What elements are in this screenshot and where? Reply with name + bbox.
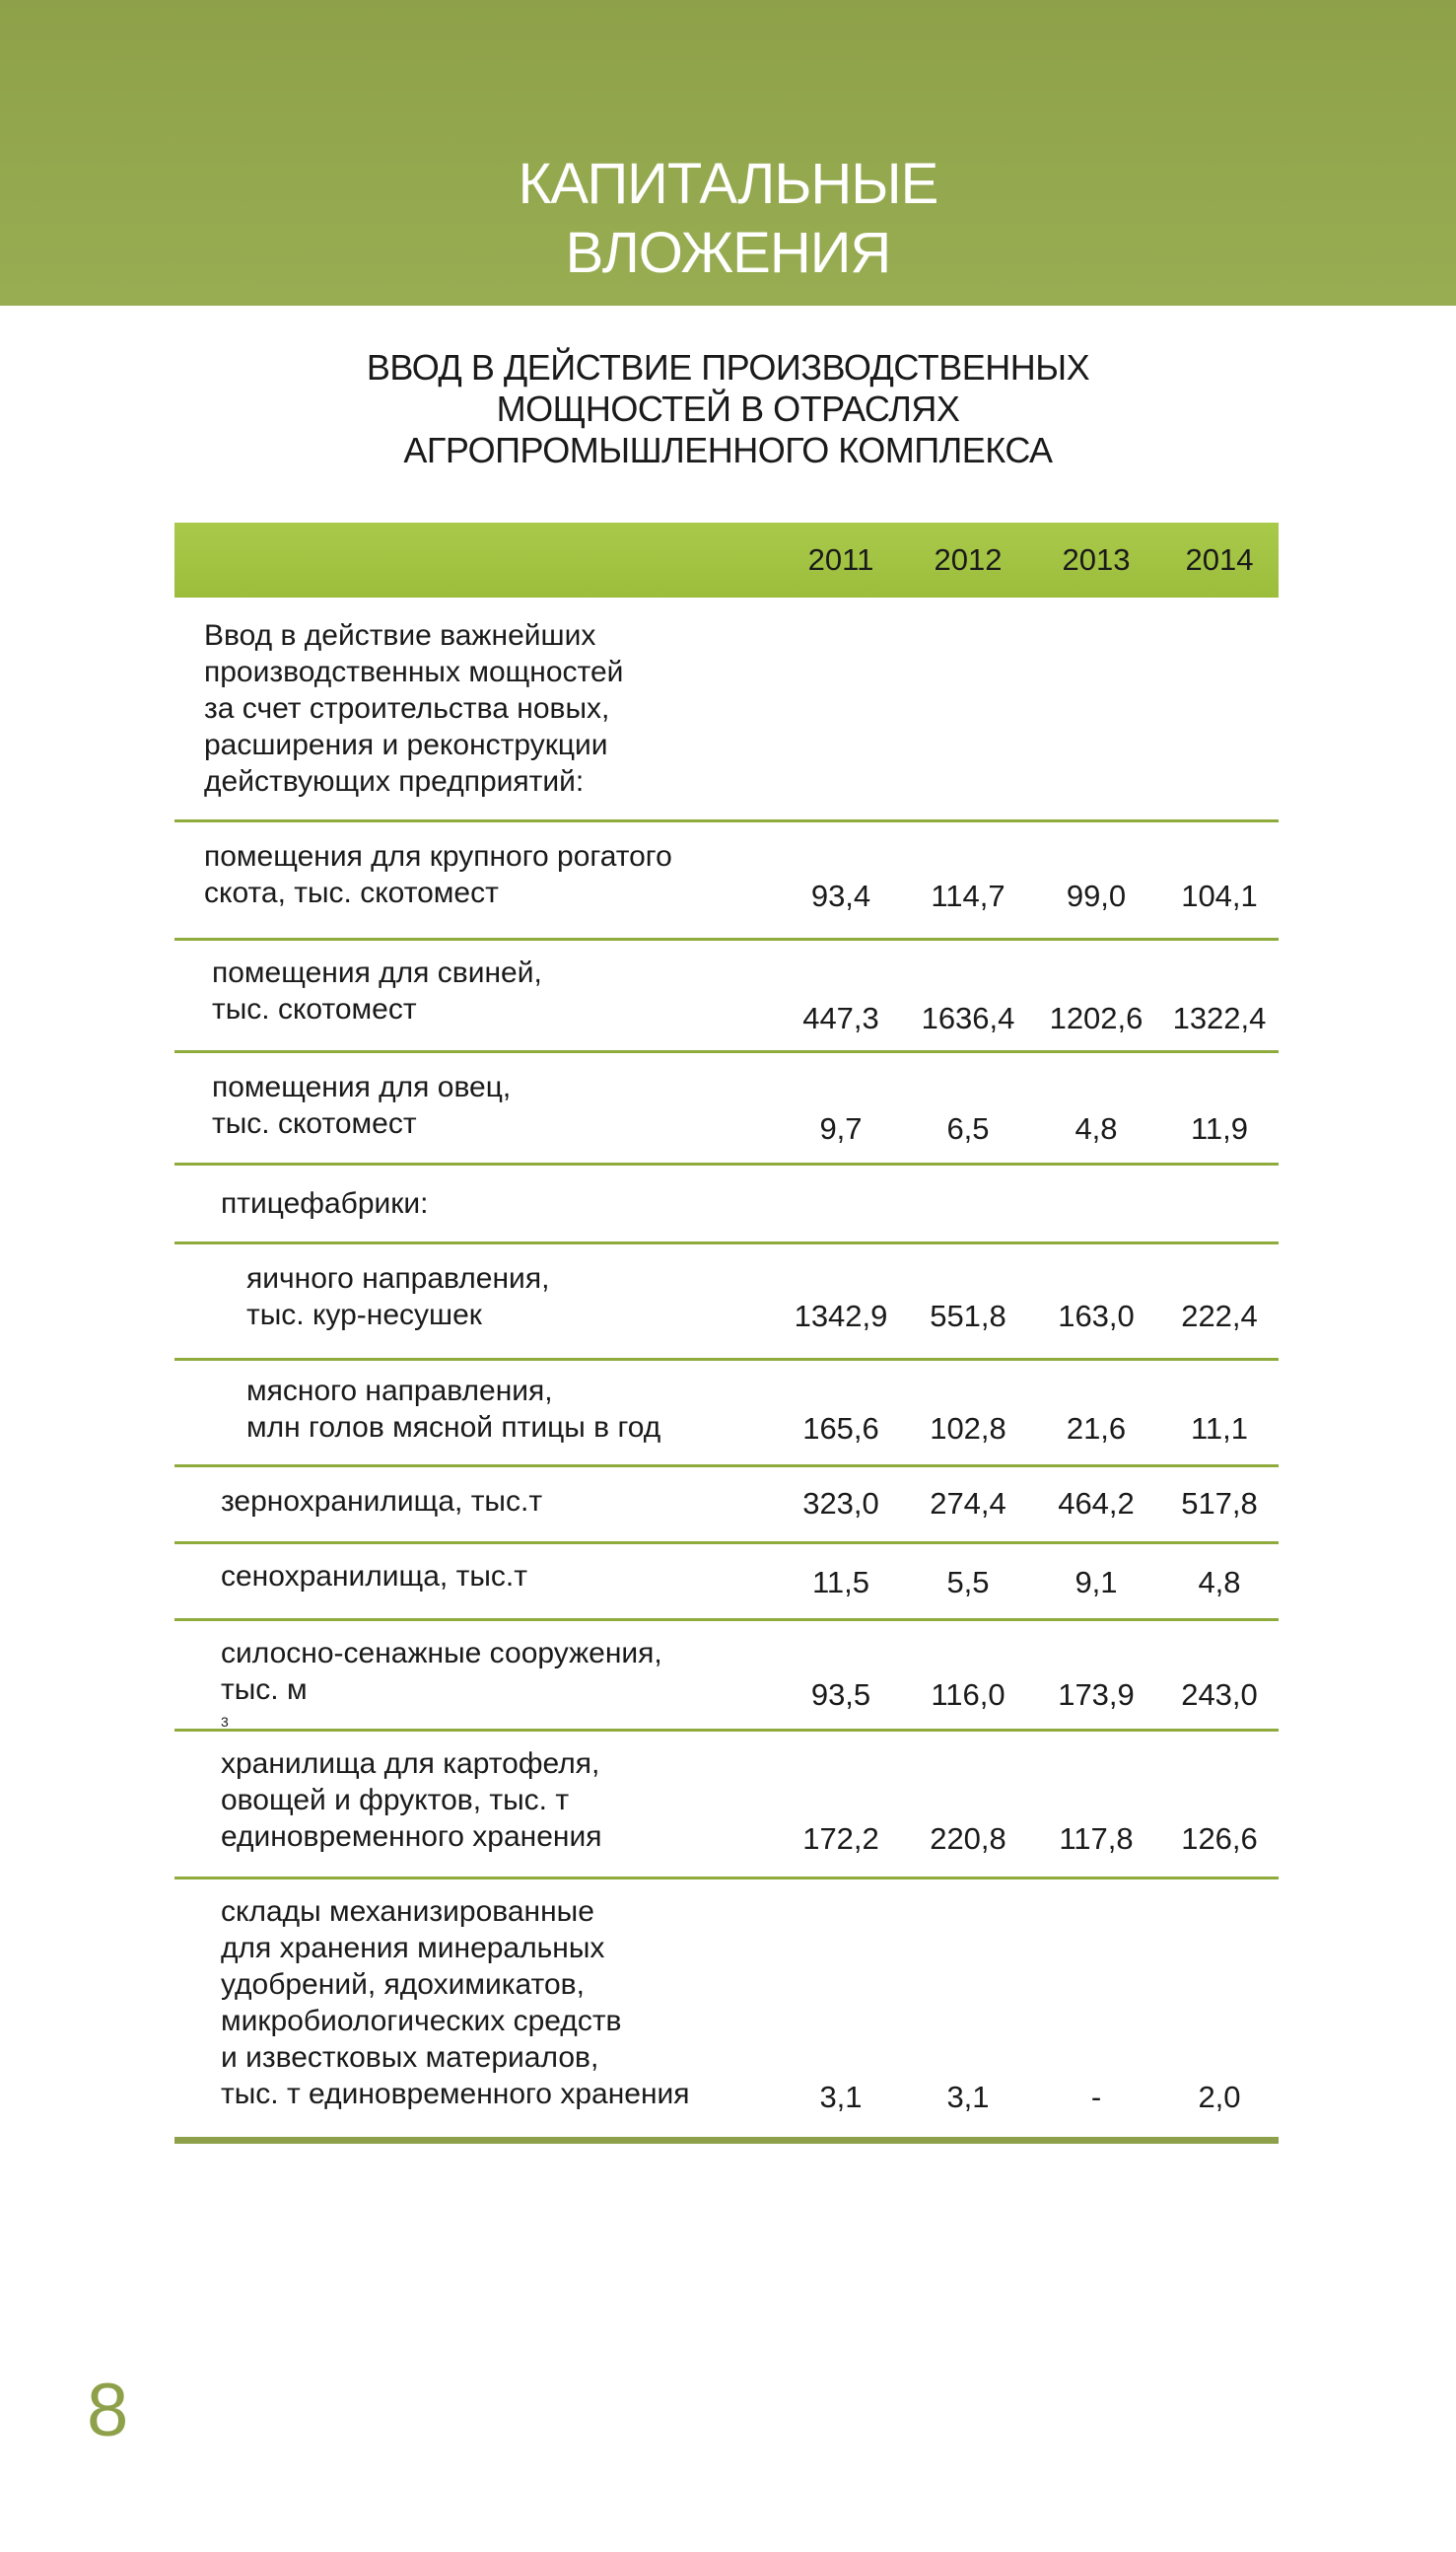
row-label: помещения для крупного рогатого скота, тыс. скотомест bbox=[204, 840, 672, 909]
cell-value: - bbox=[1090, 2080, 1102, 2114]
cell-value: 6,5 bbox=[946, 1111, 990, 1146]
table-row bbox=[174, 941, 1279, 1053]
row-label: мясного направления, млн голов мясной птицы в год bbox=[246, 1375, 661, 1444]
cell-value: 464,2 bbox=[1058, 1486, 1135, 1521]
cell-value: 11,5 bbox=[811, 1565, 870, 1599]
table-row bbox=[174, 822, 1279, 941]
year-header: 2014 bbox=[1185, 542, 1254, 577]
page-title: КАПИТАЛЬНЫЕ ВЛОЖЕНИЯ bbox=[518, 152, 938, 285]
cell-value: 551,8 bbox=[930, 1299, 1006, 1333]
cell-value: 99,0 bbox=[1066, 879, 1127, 913]
cell-value: 1636,4 bbox=[921, 1001, 1015, 1035]
table-row-intro bbox=[174, 598, 1279, 822]
table-row bbox=[174, 1732, 1279, 1879]
row-label: хранилища для картофеля, овощей и фруктов, тыс. т единовременного хранения bbox=[221, 1747, 602, 1853]
cell-value: 102,8 bbox=[930, 1411, 1006, 1446]
table-row bbox=[174, 1467, 1279, 1544]
page-number: 8 bbox=[87, 2369, 129, 2452]
cell-value: 163,0 bbox=[1058, 1299, 1135, 1333]
cell-value: 93,4 bbox=[810, 879, 871, 913]
cell-value: 117,8 bbox=[1059, 1821, 1134, 1856]
cell-value: 114,7 bbox=[931, 879, 1005, 913]
cell-value: 517,8 bbox=[1181, 1486, 1258, 1521]
row-label: помещения для овец, тыс. скотомест bbox=[212, 1071, 512, 1140]
table-title: ВВОД В ДЕЙСТВИЕ ПРОИЗВОДСТВЕННЫХ МОЩНОСТЕЙ В ОТРАСЛЯХ АГРОПРОМЫШЛЕННОГО КОМПЛЕКСА bbox=[366, 347, 1090, 470]
cell-value: 447,3 bbox=[802, 1001, 879, 1035]
cell-value: 173,9 bbox=[1058, 1677, 1135, 1712]
cell-value: 165,6 bbox=[802, 1411, 879, 1446]
row-label: склады механизированные для хранения минеральных удобрений, ядохимикатов, микробиологических средств и известковых материалов, тыс. т единовременного хранения bbox=[221, 1895, 690, 2110]
row-label: сенохранилища, тыс.т bbox=[221, 1560, 527, 1593]
cell-value: 172,2 bbox=[802, 1821, 879, 1856]
row-label: помещения для свиней, тыс. скотомест bbox=[212, 957, 542, 1026]
cell-value: 9,7 bbox=[819, 1111, 863, 1146]
cell-value: 5,5 bbox=[946, 1565, 990, 1599]
year-header: 2011 bbox=[807, 542, 874, 577]
cell-value: 126,6 bbox=[1181, 1821, 1258, 1856]
cell-value: 11,9 bbox=[1190, 1111, 1249, 1146]
table-row-section bbox=[174, 1166, 1279, 1244]
cell-value: 222,4 bbox=[1181, 1299, 1258, 1333]
cell-value: 104,1 bbox=[1181, 879, 1258, 913]
table-row bbox=[174, 1544, 1279, 1621]
cell-value: 93,5 bbox=[810, 1677, 871, 1712]
cell-value: 116,0 bbox=[931, 1677, 1005, 1712]
year-header: 2012 bbox=[934, 542, 1003, 577]
cell-value: 1202,6 bbox=[1049, 1001, 1144, 1035]
table-row bbox=[174, 1053, 1279, 1166]
cell-value: 1322,4 bbox=[1172, 1001, 1267, 1035]
cell-value: 323,0 bbox=[802, 1486, 879, 1521]
cell-value: 1342,9 bbox=[794, 1299, 888, 1333]
cell-value: 3,1 bbox=[946, 2080, 990, 2114]
table-row bbox=[174, 1621, 1279, 1732]
capacity-table bbox=[174, 523, 1279, 2114]
table-row bbox=[174, 1361, 1279, 1467]
row-label: птицефабрики: bbox=[221, 1187, 429, 1220]
cell-value: 9,1 bbox=[1075, 1565, 1118, 1599]
cell-value: 11,1 bbox=[1190, 1411, 1249, 1446]
table-header bbox=[174, 523, 1279, 598]
cell-value: 21,6 bbox=[1066, 1411, 1127, 1446]
cell-value: 243,0 bbox=[1181, 1677, 1258, 1712]
cell-value: 4,8 bbox=[1198, 1565, 1241, 1599]
cell-value: 2,0 bbox=[1198, 2080, 1241, 2114]
row-label: силосно-сенажные сооружения, тыс. м $^3$ bbox=[221, 1637, 662, 1730]
row-label: зернохранилища, тыс.т bbox=[221, 1485, 543, 1518]
cell-value: 274,4 bbox=[930, 1486, 1006, 1521]
cell-value: 220,8 bbox=[930, 1821, 1006, 1856]
cell-value: 4,8 bbox=[1075, 1111, 1118, 1146]
cell-value: 3,1 bbox=[819, 2080, 863, 2114]
row-label: яичного направления, тыс. кур-несушек bbox=[246, 1262, 550, 1331]
header-banner bbox=[0, 0, 1456, 306]
row-label: Ввод в действие важнейших производственных мощностей за счет строительства новых, расширения и реконструкции действующих предприятий: bbox=[204, 619, 624, 798]
year-header: 2013 bbox=[1062, 542, 1131, 577]
table-row bbox=[174, 1244, 1279, 1361]
table-row bbox=[174, 1879, 1279, 2144]
